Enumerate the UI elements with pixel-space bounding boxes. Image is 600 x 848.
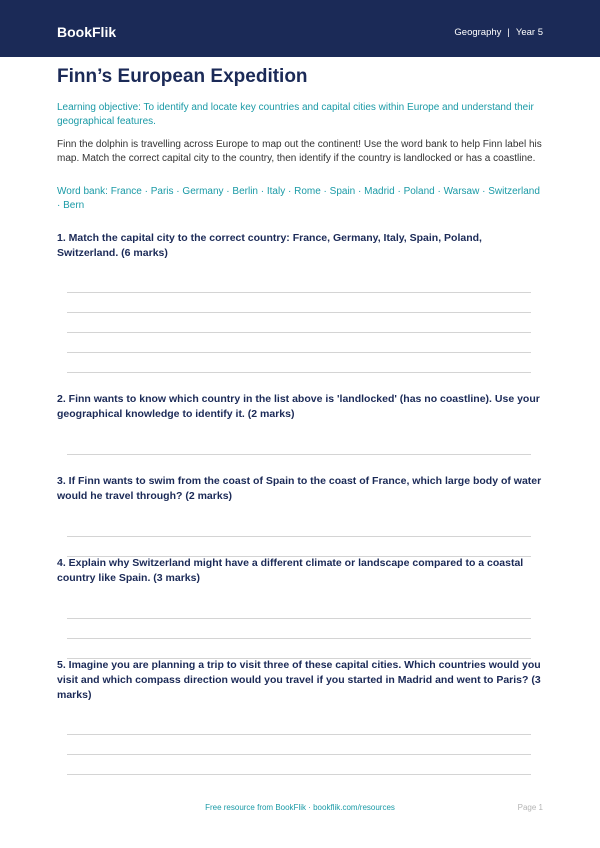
answer-line[interactable] [67,754,531,755]
answer-line[interactable] [67,372,531,373]
answer-line[interactable] [67,618,531,619]
answer-line[interactable] [67,312,531,313]
question-5: 5. Imagine you are planning a trip to visit three of these capital cities. Which countries would you visit and which compass direction would you travel if you started in Madrid and went to Paris? (3 marks) [57,659,541,701]
question-3: 3. If Finn wants to swim from the coast of Spain to the coast of France, which large body of water would he travel through? (2 marks) [57,475,542,502]
brand-logo[interactable]: BookFlik [57,24,117,40]
learning-objective: Learning objective: To identify and locate key countries and capital cities within Europe and understand their geographical features. [57,102,534,127]
answer-line[interactable] [67,536,531,537]
answer-line[interactable] [67,774,531,775]
worksheet-title: Finn’s European Expedition [57,66,308,87]
answer-line[interactable] [67,734,531,735]
intro-text: Finn the dolphin is travelling across Europe to map out the continent! Use the word bank to help Finn label his map. Match the correct capital city to the country, then identify if the country is landlocked or has a coastline. [57,139,542,164]
footer-credit-link[interactable]: Free resource from BookFlik · bookflik.com/resources [205,803,395,812]
header-bar [0,0,600,57]
answer-line[interactable] [67,332,531,333]
subject-label: Geography [454,27,502,38]
question-1: 1. Match the capital city to the correct country: France, Germany, Italy, Spain, Poland, Switzerland. (6 marks) [57,232,482,259]
answer-line[interactable] [67,454,531,455]
page-number: Page 1 [517,803,543,812]
word-bank: Word bank: France · Paris · Germany · Berlin · Italy · Rome · Spain · Madrid · Poland · Warsaw · Switzerland · Bern [57,186,540,211]
subject-year-label [454,27,543,39]
answer-line[interactable] [67,292,531,293]
subject-separator: | [507,27,510,38]
answer-line[interactable] [67,638,531,639]
answer-line[interactable] [67,352,531,353]
question-4: 4. Explain why Switzerland might have a different climate or landscape compared to a coastal country like Spain. (3 marks) [57,557,524,584]
question-2: 2. Finn wants to know which country in the list above is 'landlocked' (has no coastline). Use your geographical knowledge to identify it. (2 marks) [57,393,540,420]
year-label: Year 5 [515,27,543,38]
